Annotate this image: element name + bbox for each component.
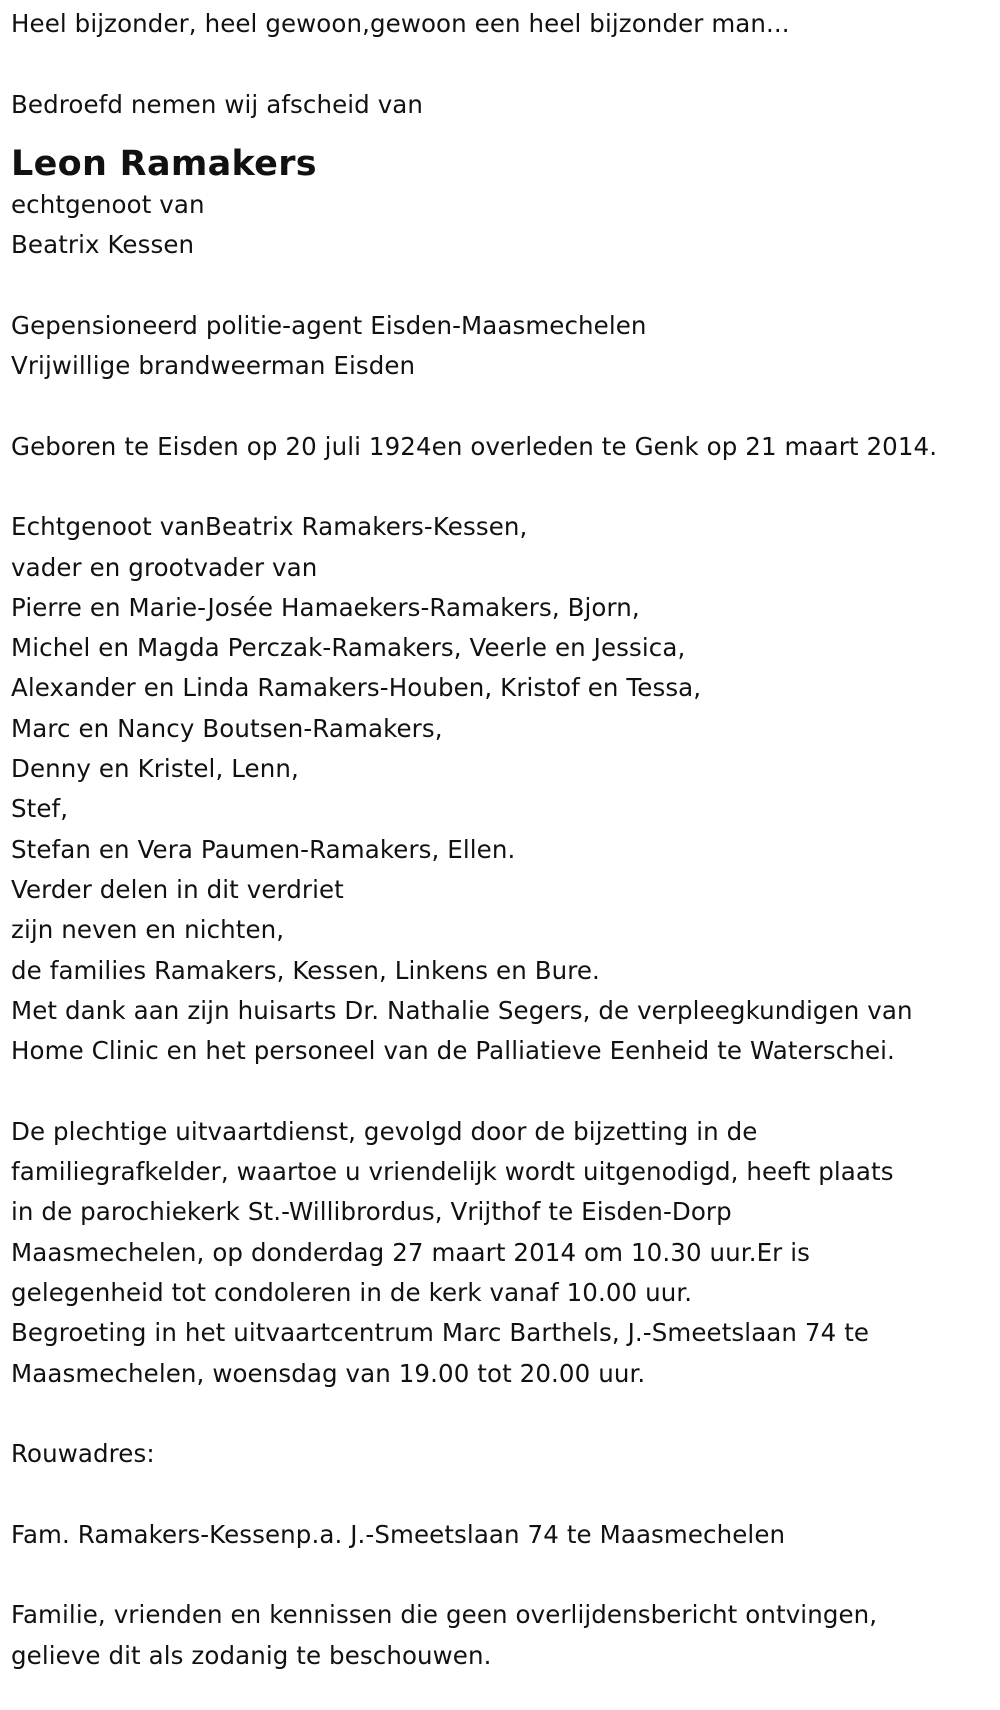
ceremony-line: familiegrafkelder, waartoe u vriendelijk wordt uitgenodigd, heeft plaats [11,1157,894,1187]
ceremony-line: De plechtige uitvaartdienst, gevolgd door de bijzetting in de [11,1116,758,1146]
ceremony-line: Begroeting in het uitvaartcentrum Marc Barthels, J.-Smeetslaan 74 te [11,1318,870,1348]
family-line: vader en grootvader van [11,552,318,582]
family-line: Met dank aan zijn huisarts Dr. Nathalie Segers, de verpleegkundigen van [11,995,913,1025]
family-line: Stefan en Vera Paumen-Ramakers, Ellen. [11,834,516,864]
closing-line: Familie, vrienden en kennissen die geen overlijdensbericht ontvingen, [11,1600,878,1630]
spacer [11,1474,991,1514]
career-line: Vrijwillige brandweerman Eisden [11,351,416,381]
ceremony-line: gelegenheid tot condoleren in de kerk vanaf 10.00 uur. [11,1277,693,1307]
family-line: Michel en Magda Perczak-Ramakers, Veerle en Jessica, [11,633,686,663]
family-line: Verder delen in dit verdriet [11,874,344,904]
mourning-address: Fam. Ramakers-Kessenp.a. J.-Smeetslaan 74 te Maasmechelen [11,1519,786,1549]
motto-line: Heel bijzonder, heel gewoon,gewoon een heel bijzonder man... [11,9,790,38]
spacer [11,1394,991,1434]
family-line: zijn neven en nichten, [11,915,285,945]
obituary-text [11,4,991,1676]
family-line: de families Ramakers, Kessen, Linkens en Bure. [11,955,600,985]
life-dates-line: Geboren te Eisden op 20 juli 1924en overleden te Genk op 21 maart 2014. [11,431,938,461]
family-line: Denny en Kristel, Lenn, [11,754,299,784]
family-line: Echtgenoot vanBeatrix Ramakers-Kessen, [11,512,528,542]
ceremony-line: in de parochiekerk St.-Willibrordus, Vrijthof te Eisden-Dorp [11,1197,732,1227]
family-line: Stef, [11,794,69,824]
deceased-name: Leon Ramakers [11,143,317,184]
closing-line: gelieve dit als zodanig te beschouwen. [11,1640,492,1670]
spacer [11,1555,991,1595]
spacer [11,467,991,507]
spouse-prefix: echtgenoot van [11,189,205,219]
spacer [11,265,991,305]
ceremony-line: Maasmechelen, woensdag van 19.00 tot 20.00 uur. [11,1358,646,1388]
ceremony-line: Maasmechelen, op donderdag 27 maart 2014 om 10.30 uur.Er is [11,1237,811,1267]
spacer [11,44,991,84]
spacer [11,386,991,426]
family-line: Marc en Nancy Boutsen-Ramakers, [11,713,443,743]
family-line: Home Clinic en het personeel van de Palliatieve Eenheid te Waterschei. [11,1036,895,1066]
career-line: Gepensioneerd politie-agent Eisden-Maasmechelen [11,310,647,340]
mourning-address-label: Rouwadres: [11,1439,155,1469]
family-line: Pierre en Marie-Josée Hamaekers-Ramakers, Bjorn, [11,592,640,622]
family-line: Alexander en Linda Ramakers-Houben, Kristof en Tessa, [11,673,702,703]
spouse-name: Beatrix Kessen [11,230,195,260]
announcement-line: Bedroefd nemen wij afscheid van [11,89,424,119]
spacer [11,1071,991,1111]
